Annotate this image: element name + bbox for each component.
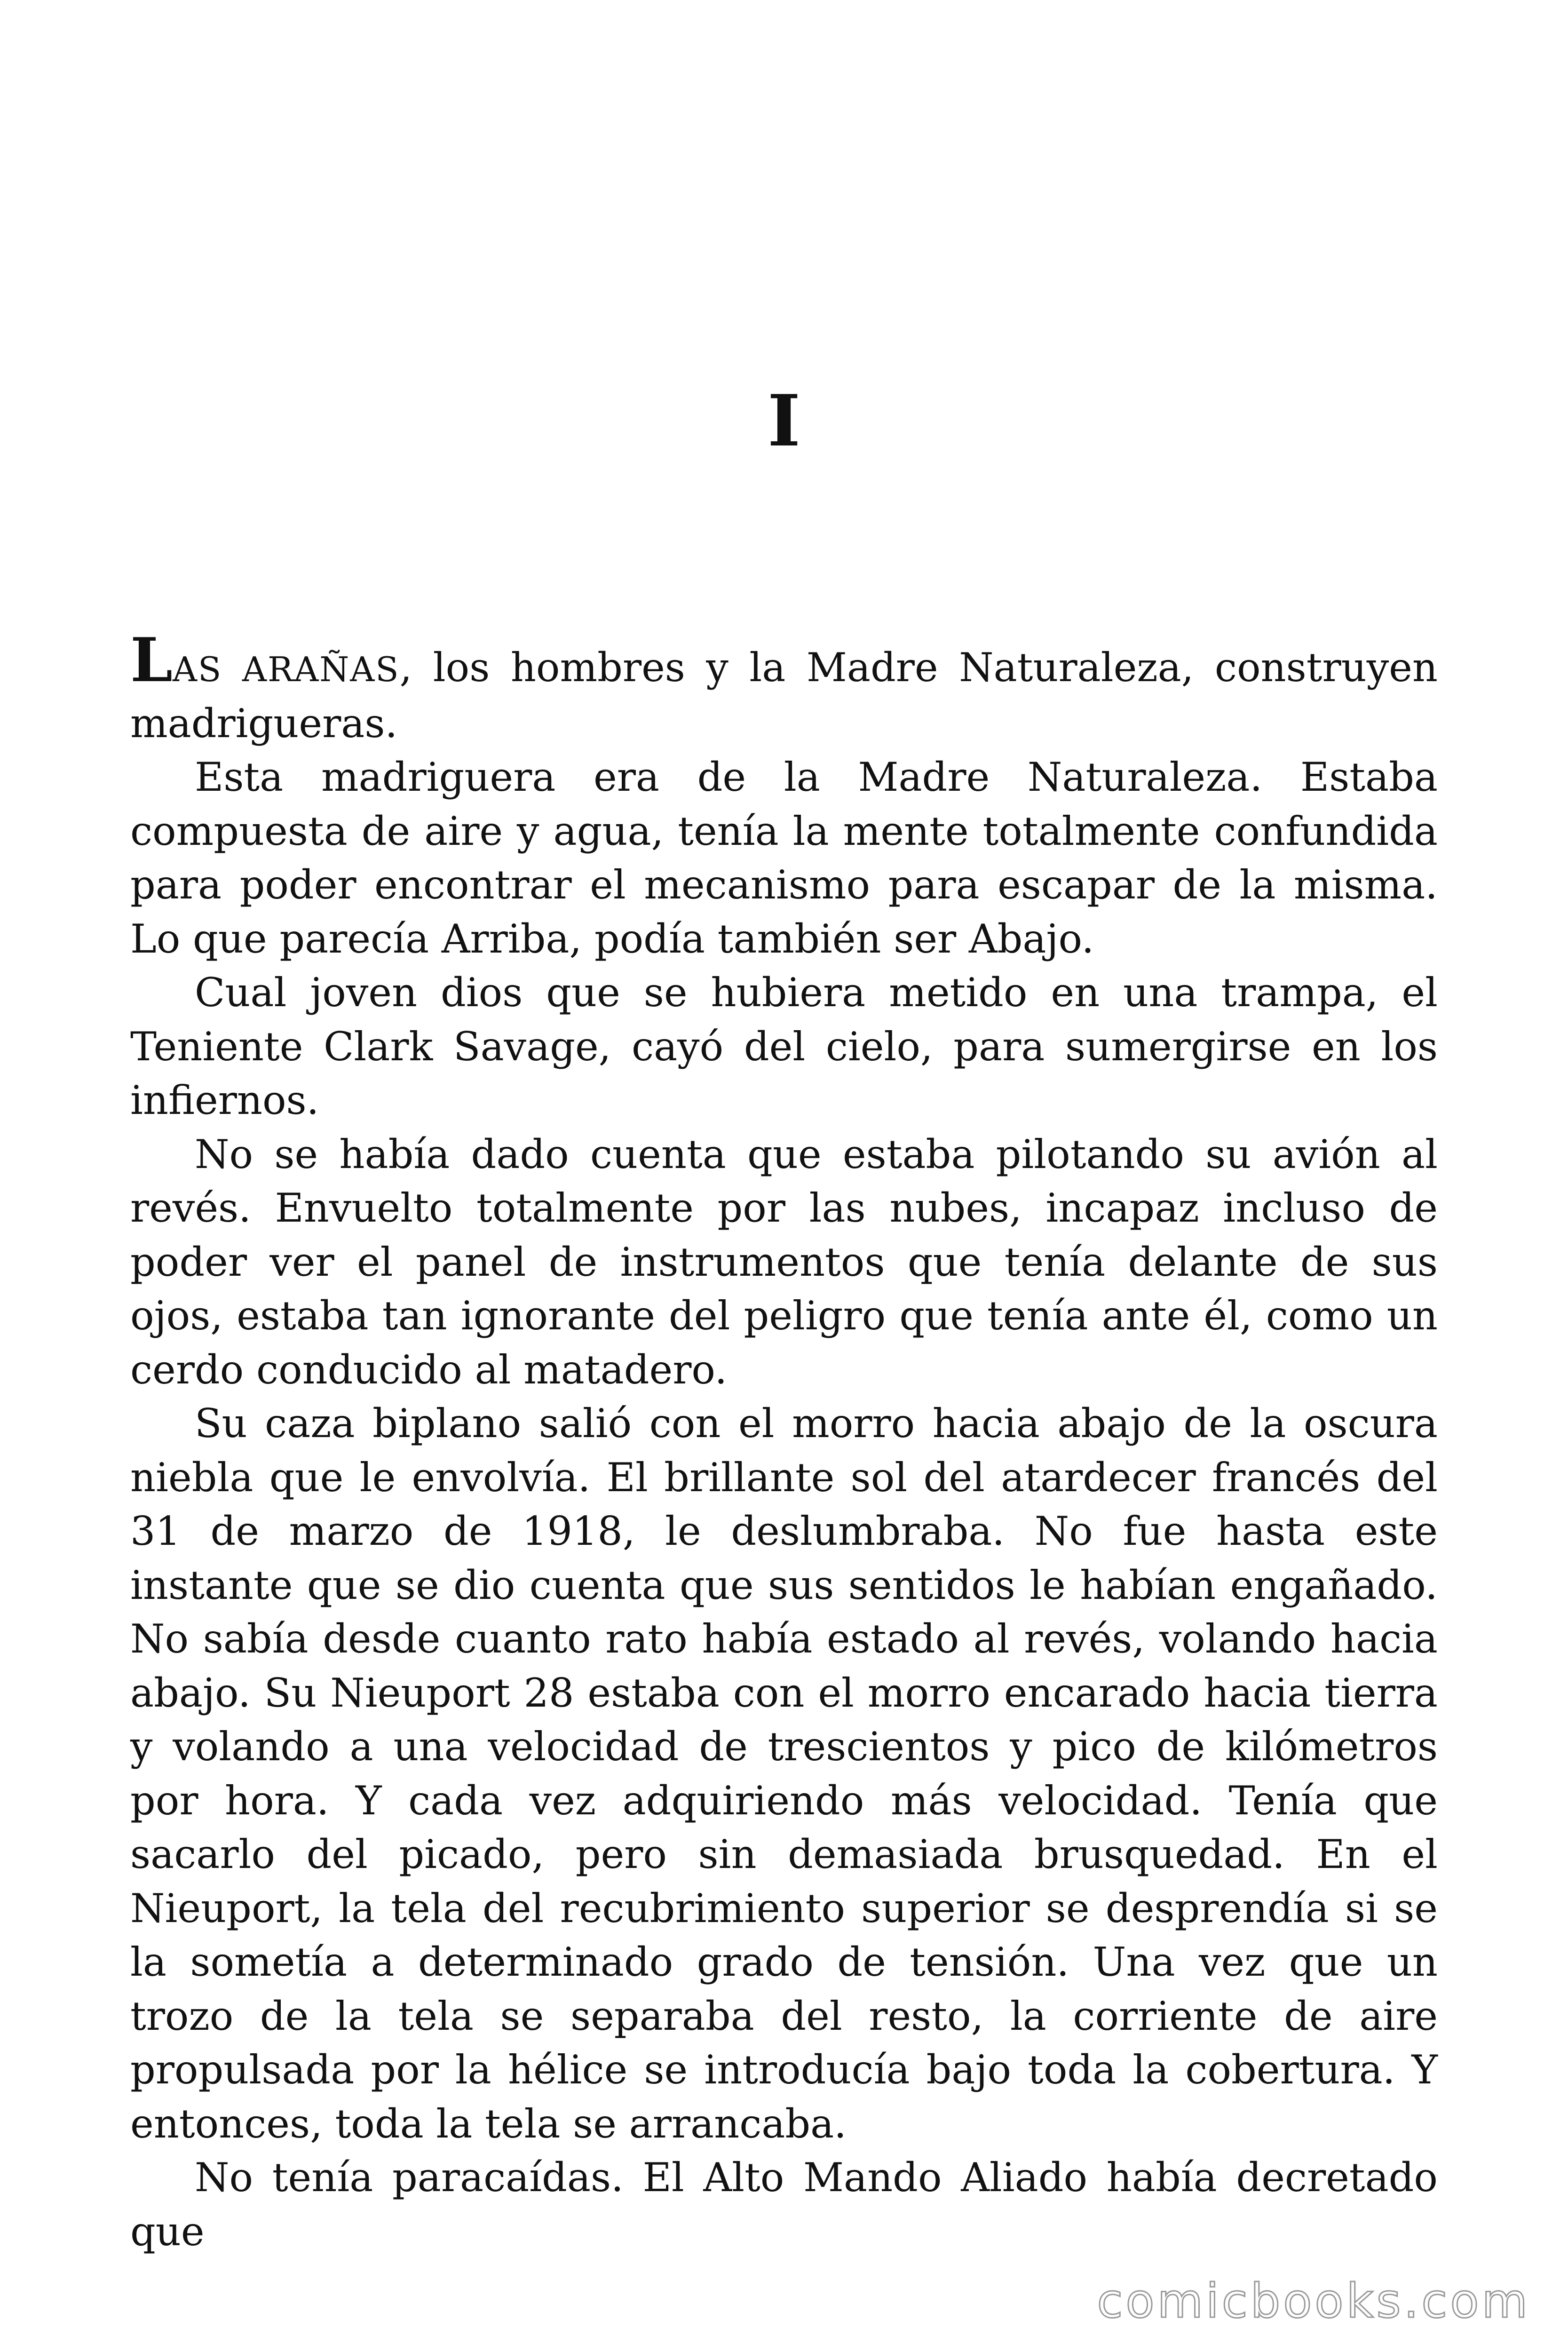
paragraph: Cual joven dios que se hubiera metido en una trampa, el Teniente Clark Savage, cayó del cielo, para sumergirse en los infiernos.	[130, 969, 1438, 1123]
chapter-number: I	[767, 380, 801, 462]
paragraph: No tenía paracaídas. El Alto Mando Aliado había decretado que	[130, 2154, 1438, 2255]
paragraph-opening	[130, 625, 1438, 750]
watermark-logo: comicbooks.com	[1097, 2273, 1530, 2328]
drop-cap: L	[130, 625, 173, 696]
paragraph: Su caza biplano salió con el morro hacia abajo de la oscura niebla que le envolvía. El brillante sol del atardecer francés del 31 de marzo de 1918, le deslumbraba. No fue hasta este instante que se dio cuenta que sus sentidos le habían engañado. No sabía desde cuanto rato había estado al revés, volando hacia abajo. Su Nieuport 28 estaba con el morro encarado hacia tierra y volando a una velocidad de trescientos y pico de kilómetros por hora. Y cada vez adquiriendo más velocidad. Tenía que sacarlo del picado, pero sin demasiada brusquedad. En el Nieuport, la tela del recubrimiento superior se desprendía si se la sometía a determinado grado de tensión. Una vez que un trozo de la tela se separaba del resto, la corriente de aire propulsada por la hélice se introducía bajo toda la cobertura. Y entonces, toda la tela se arrancaba.	[130, 1400, 1438, 2147]
chapter-body	[130, 625, 1438, 2258]
opening-text: , los hombres y la Madre Naturaleza, construyen madrigueras.	[130, 644, 1438, 747]
paragraph: Esta madriguera era de la Madre Naturaleza. Estaba compuesta de aire y agua, tenía la mente totalmente confundida para poder encontrar el mecanismo para escapar de la misma. Lo que parecía Arriba, podía también ser Abajo.	[130, 754, 1438, 962]
paragraph: No se había dado cuenta que estaba pilotando su avión al revés. Envuelto totalmente por las nubes, incapaz incluso de poder ver el panel de instrumentos que tenía delante de sus ojos, estaba tan ignorante del peligro que tenía ante él, como un cerdo conducido al matadero.	[130, 1131, 1438, 1393]
opening-small-caps: AS ARAÑAS	[173, 650, 400, 689]
